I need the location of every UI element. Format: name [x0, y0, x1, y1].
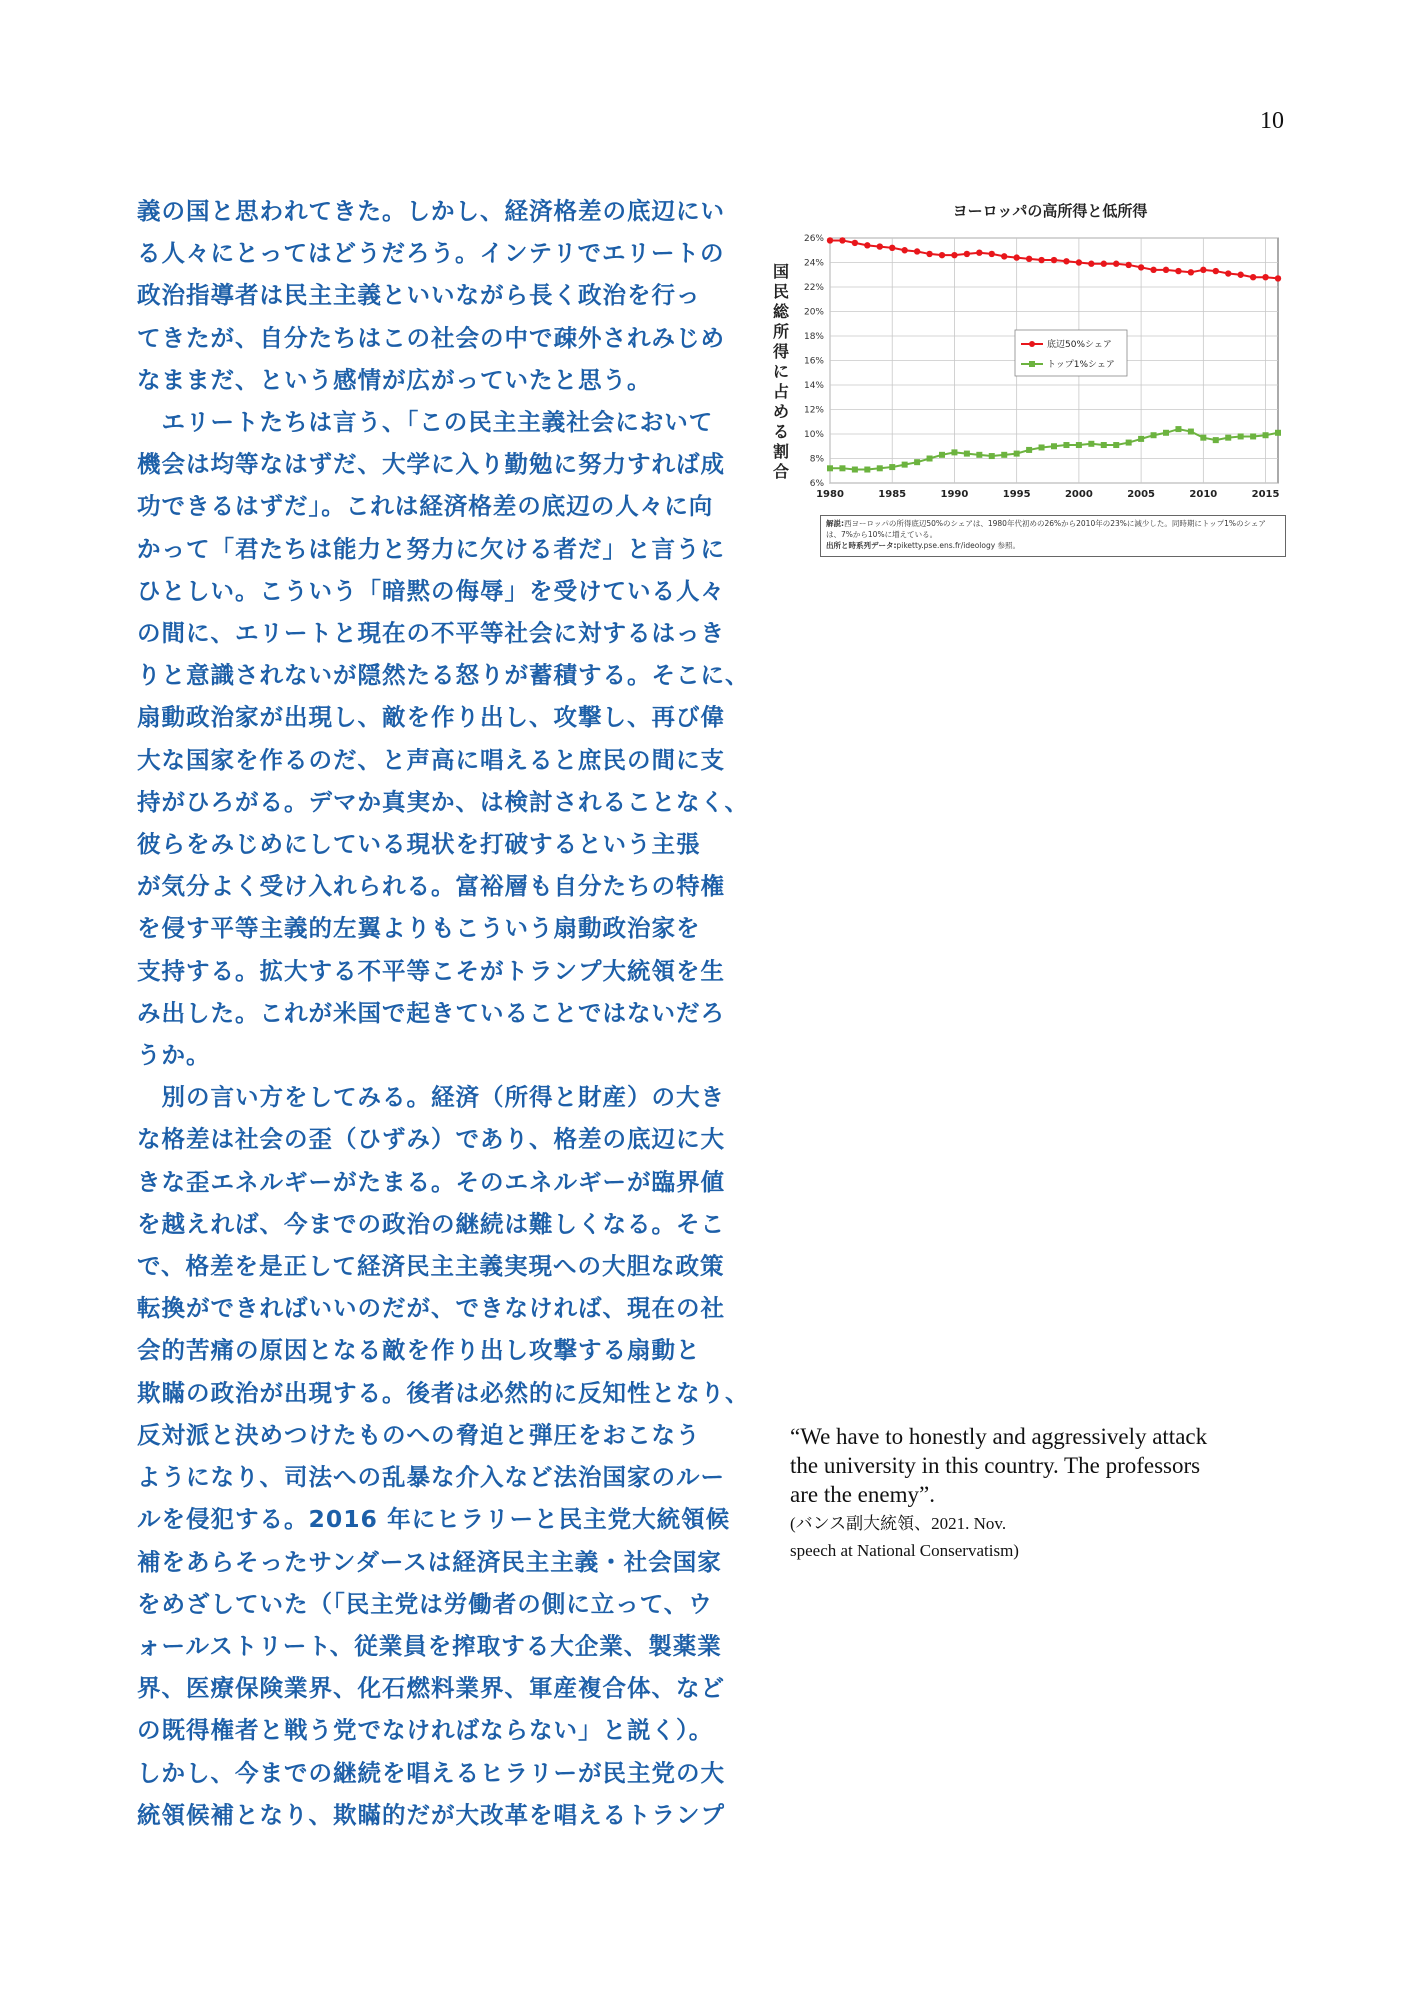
- body-line: てきたが、自分たちはこの社会の中で疎外されみじめ: [137, 323, 725, 352]
- data-point: [827, 465, 833, 471]
- data-point: [877, 243, 883, 249]
- legend-swatch-marker: [1029, 361, 1035, 367]
- body-line: きな歪エネルギーがたまる。そのエネルギーが臨界値: [137, 1167, 725, 1196]
- body-line: をめざしていた（「民主党は労働者の側に立って、ウ: [137, 1589, 713, 1618]
- data-point: [1188, 429, 1194, 435]
- data-point: [1138, 264, 1144, 270]
- data-point: [839, 465, 845, 471]
- data-point: [1225, 270, 1231, 276]
- chart-source-text: piketty.pse.ens.fr/ideology 参照。: [896, 541, 1021, 550]
- body-line: 大な国家を作るのだ、と声高に唱えると庶民の間に支: [137, 745, 725, 774]
- body-line: ひとしい。こういう「暗黙の侮辱」を受けている人々: [137, 576, 725, 605]
- body-line: 統領候補となり、欺瞞的だが大改革を唱えるトランプ: [137, 1800, 725, 1829]
- y-tick-label: 26%: [803, 234, 824, 244]
- data-point: [1250, 274, 1256, 280]
- data-point: [902, 462, 908, 468]
- body-line: なままだ、という感情が広がっていたと思う。: [137, 365, 652, 394]
- body-line: りと意識されないが隠然たる怒りが蓄積する。そこに、: [137, 661, 750, 690]
- data-point: [1225, 435, 1231, 441]
- data-point: [852, 240, 858, 246]
- data-point: [1125, 262, 1131, 268]
- x-tick-label: 1990: [940, 489, 969, 500]
- body-line: 転換ができればいいのだが、できなければ、現在の社: [137, 1294, 725, 1323]
- body-line: 欺瞞の政治が出現する。後者は必然的に反知性となり、: [137, 1378, 750, 1407]
- quote-block: [790, 1422, 1230, 1563]
- data-point: [877, 465, 883, 471]
- data-point: [1001, 452, 1007, 458]
- data-point: [914, 248, 920, 254]
- y-tick-label: 6%: [809, 479, 824, 489]
- legend-label: トップ1%シェア: [1047, 360, 1115, 370]
- body-line: る人々にとってはどうだろう。インテリでエリートの: [137, 239, 725, 268]
- y-tick-label: 24%: [803, 258, 824, 269]
- data-point: [1163, 267, 1169, 273]
- data-point: [1138, 436, 1144, 442]
- data-point: [827, 237, 833, 243]
- data-point: [1001, 253, 1007, 259]
- quote-text: “We have to honestly and aggressively attack the university in this country. The professors are the enemy”.: [790, 1424, 1208, 1507]
- body-line: を越えれば、今までの政治の継続は難しくなる。そこ: [137, 1209, 725, 1238]
- data-point: [1175, 426, 1181, 432]
- data-point: [1026, 447, 1032, 453]
- body-line: 機会は均等なはずだ、大学に入り勤勉に努力すれば成: [137, 450, 725, 479]
- x-tick-label: 1985: [878, 489, 907, 500]
- chart-note: [820, 515, 1286, 557]
- body-line: 持がひろがる。デマか真実か、は検討されることなく、: [137, 787, 750, 816]
- data-point: [864, 242, 870, 248]
- legend-swatch-marker: [1029, 341, 1035, 347]
- body-line: み出した。これが米国で起きていることではないだろ: [137, 998, 725, 1027]
- chart-note-label: 解説:: [826, 519, 844, 528]
- x-tick-label: 1995: [1002, 489, 1031, 500]
- data-point: [1151, 432, 1157, 438]
- data-point: [889, 245, 895, 251]
- data-point: [1213, 437, 1219, 443]
- data-point: [1063, 258, 1069, 264]
- data-point: [1088, 441, 1094, 447]
- data-point: [1262, 274, 1268, 280]
- y-tick-label: 20%: [803, 307, 824, 318]
- data-point: [1101, 442, 1107, 448]
- data-point: [1250, 433, 1256, 439]
- body-line: で、格差を是正して経済民主主義実現への大胆な政策: [137, 1252, 725, 1281]
- chart-y-axis-label: 国民総所得に占める割合: [772, 262, 789, 481]
- body-line: の間に、エリートと現在の不平等社会に対するはっき: [137, 619, 725, 648]
- body-line: を侵す平等主義的左翼よりもこういう扇動政治家を: [137, 914, 701, 943]
- body-line: ようになり、司法への乱暴な介入など法治国家のルー: [137, 1463, 725, 1492]
- data-point: [1175, 268, 1181, 274]
- legend-label: 底辺50%シェア: [1047, 340, 1112, 350]
- body-text: [137, 190, 750, 1836]
- data-point: [1200, 267, 1206, 273]
- data-point: [1013, 254, 1019, 260]
- body-line: 扇動政治家が出現し、敵を作り出し、攻撃し、再び偉: [137, 703, 725, 732]
- data-point: [1275, 430, 1281, 436]
- x-tick-label: 2015: [1251, 489, 1280, 500]
- data-point: [1113, 442, 1119, 448]
- data-point: [1126, 440, 1132, 446]
- data-point: [839, 237, 845, 243]
- data-point: [964, 451, 970, 457]
- y-tick-label: 14%: [803, 381, 824, 391]
- data-point: [1275, 275, 1281, 281]
- x-tick-label: 2010: [1189, 489, 1218, 500]
- data-point: [951, 449, 957, 455]
- data-point: [1088, 261, 1094, 267]
- data-point: [927, 456, 933, 462]
- body-line: ルを侵犯する。2016 年にヒラリーと民主党大統領候: [137, 1505, 731, 1534]
- x-tick-label: 2005: [1127, 489, 1156, 500]
- data-point: [1063, 442, 1069, 448]
- data-point: [989, 251, 995, 257]
- data-point: [926, 251, 932, 257]
- data-point: [1163, 430, 1169, 436]
- body-line: 政治指導者は民主主義といいながら長く政治を行っ: [137, 281, 701, 310]
- chart-source-label: 出所と時系列データ:: [826, 541, 897, 550]
- body-line: な格差は社会の歪（ひずみ）であり、格差の底辺に大: [137, 1125, 725, 1154]
- y-tick-label: 22%: [803, 283, 824, 293]
- body-line: 義の国と思われてきた。しかし、経済格差の底辺にい: [137, 197, 725, 225]
- data-point: [1238, 433, 1244, 439]
- chart-title: ヨーロッパの高所得と低所得: [952, 202, 1148, 220]
- data-point: [864, 467, 870, 473]
- body-line: 界、医療保険業界、化石燃料業界、軍産複合体、など: [137, 1674, 725, 1703]
- body-line: の既得権者と戦う党でなければならない」と説く）。: [137, 1716, 714, 1745]
- body-line: 反対派と決めつけたものへの脅迫と弾圧をおこなう: [137, 1420, 701, 1449]
- body-line: 功できるはずだ」。これは経済格差の底辺の人々に向: [137, 492, 714, 521]
- body-line: 会的苦痛の原因となる敵を作り出し攻撃する扇動と: [137, 1336, 701, 1365]
- quote-attribution-line-2: speech at National Conservatism): [790, 1541, 1019, 1560]
- body-line: うか。: [137, 1041, 211, 1070]
- data-point: [1237, 272, 1243, 278]
- y-tick-label: 10%: [803, 430, 824, 440]
- y-tick-label: 16%: [803, 356, 824, 367]
- data-point: [914, 459, 920, 465]
- body-line: 別の言い方をしてみる。経済（所得と財産）の大き: [137, 1083, 725, 1112]
- quote-attribution-line-1: (バンス副大統領、2021. Nov.: [790, 1514, 1007, 1533]
- data-point: [939, 452, 945, 458]
- data-point: [1113, 261, 1119, 267]
- data-point: [852, 467, 858, 473]
- data-point: [1076, 259, 1082, 265]
- page-number: 10: [1260, 108, 1284, 134]
- body-line: しかし、今までの継続を唱えるヒラリーが民主党の大: [137, 1758, 725, 1787]
- data-point: [1039, 444, 1045, 450]
- data-point: [1051, 257, 1057, 263]
- body-line: エリートたちは言う、「この民主主義社会において: [137, 408, 714, 437]
- body-line: かって「君たちは能力と努力に欠ける者だ」と言うに: [137, 534, 725, 563]
- data-point: [1026, 256, 1032, 262]
- chart-figure: [770, 200, 1290, 560]
- data-point: [964, 251, 970, 257]
- line-chart: [800, 230, 1290, 515]
- data-point: [889, 464, 895, 470]
- y-tick-label: 8%: [809, 454, 824, 465]
- data-point: [901, 247, 907, 253]
- y-tick-label: 18%: [803, 332, 824, 342]
- data-point: [1051, 443, 1057, 449]
- data-point: [939, 252, 945, 258]
- x-tick-label: 1980: [816, 489, 844, 500]
- data-point: [1014, 451, 1020, 457]
- data-point: [1076, 442, 1082, 448]
- body-line: ォールストリート、従業員を搾取する大企業、製薬業: [137, 1631, 722, 1660]
- body-line: 支持する。拡大する不平等こそがトランプ大統領を生: [137, 956, 725, 985]
- x-tick-label: 2000: [1064, 489, 1093, 500]
- data-point: [1150, 267, 1156, 273]
- chart-note-text: 西ヨーロッパの所得底辺50%のシェアは、1980年代初めの26%から2010年の23%に減少した。同時期にトップ1%のシェアは、7%から10%に増えている。: [826, 519, 1266, 539]
- y-tick-label: 12%: [803, 405, 824, 416]
- data-point: [1101, 261, 1107, 267]
- data-point: [989, 453, 995, 459]
- body-line: が気分よく受け入れられる。富裕層も自分たちの特権: [137, 872, 725, 901]
- data-point: [976, 452, 982, 458]
- body-line: 補をあらそったサンダースは経済民主主義・社会国家: [137, 1547, 722, 1576]
- data-point: [976, 250, 982, 256]
- data-point: [1200, 435, 1206, 441]
- data-point: [1188, 269, 1194, 275]
- data-point: [951, 252, 957, 258]
- data-point: [1213, 268, 1219, 274]
- body-line: 彼らをみじめにしている現状を打破するという主張: [137, 830, 701, 859]
- data-point: [1263, 432, 1269, 438]
- data-point: [1038, 257, 1044, 263]
